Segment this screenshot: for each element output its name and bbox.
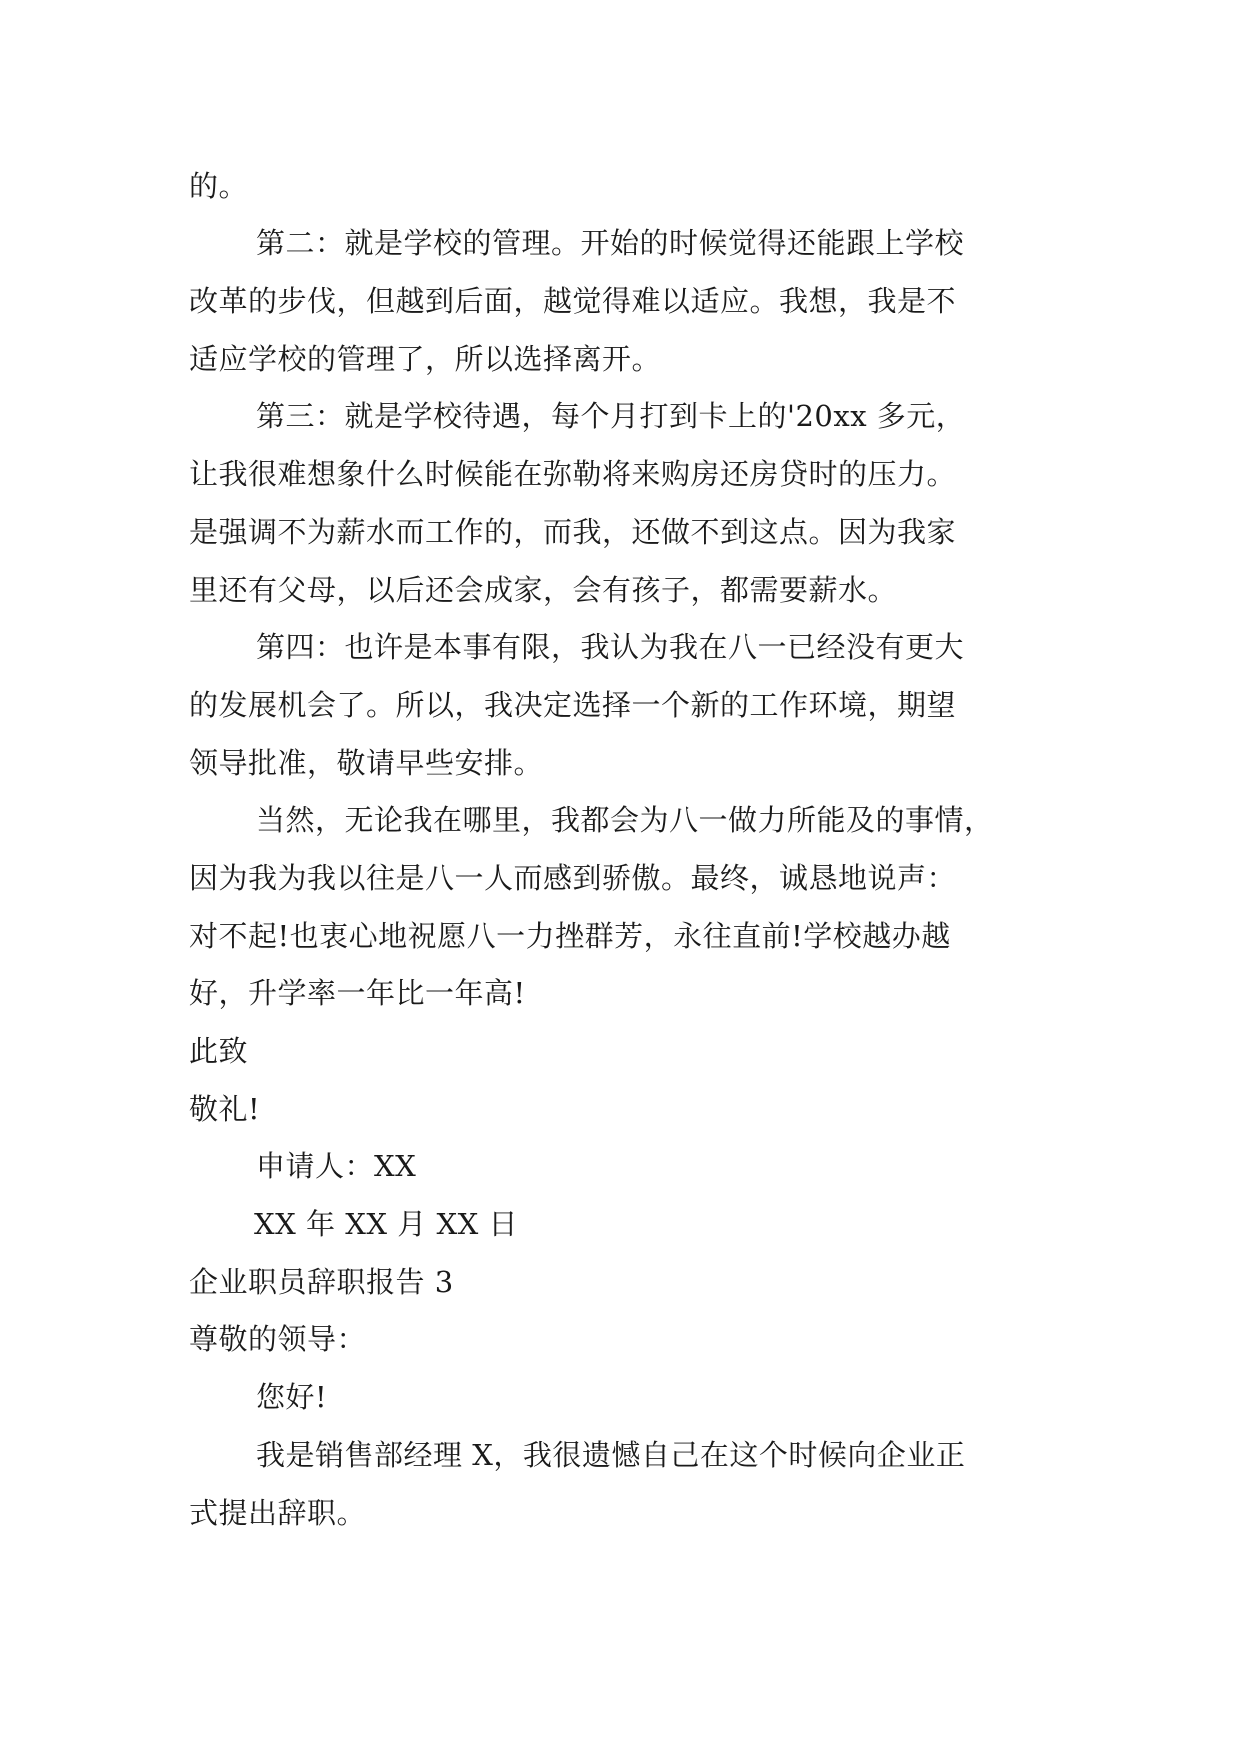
text-line: 适应学校的管理了，所以选择离开。 xyxy=(189,342,662,376)
closing-regards: 敬礼! xyxy=(189,1092,261,1126)
closing-salutation: 此致 xyxy=(189,1034,249,1068)
paragraph-line: 我是销售部经理 X，我很遗憾自己在这个时候向企业正 xyxy=(256,1438,966,1472)
section-title: 企业职员辞职报告 3 xyxy=(189,1265,454,1299)
text-line: 里还有父母，以后还会成家，会有孩子，都需要薪水。 xyxy=(189,573,898,607)
text-line: 对不起!也衷心地祝愿八一力挫群芳，永往直前!学校越办越 xyxy=(189,919,951,953)
paragraph-line: 第二：就是学校的管理。开始的时候觉得还能跟上学校 xyxy=(256,226,965,260)
text-line: 领导批准，敬请早些安排。 xyxy=(189,746,544,780)
text-line: 的发展机会了。所以，我决定选择一个新的工作环境，期望 xyxy=(189,688,957,722)
paragraph-line: 当然，无论我在哪里，我都会为八一做力所能及的事情， xyxy=(256,803,994,837)
greeting-line: 您好! xyxy=(256,1380,328,1414)
text-line: 好，升学率一年比一年高! xyxy=(189,976,526,1010)
text-line: 改革的步伐，但越到后面，越觉得难以适应。我想，我是不 xyxy=(189,284,957,318)
paragraph-line: 第三：就是学校待遇，每个月打到卡上的'20xx 多元， xyxy=(256,399,966,433)
text-line: 因为我为我以往是八一人而感到骄傲。最终，诚恳地说声： xyxy=(189,861,957,895)
applicant-signature: 申请人：XX xyxy=(256,1149,417,1183)
text-line: 是强调不为薪水而工作的，而我，还做不到这点。因为我家 xyxy=(189,515,957,549)
text-line: 让我很难想象什么时候能在弥勒将来购房还房贷时的压力。 xyxy=(189,457,957,491)
greeting: 尊敬的领导： xyxy=(189,1322,367,1356)
text-line: 式提出辞职。 xyxy=(189,1496,367,1530)
text-line: 的。 xyxy=(189,169,249,203)
paragraph-line: 第四：也许是本事有限，我认为我在八一已经没有更大 xyxy=(256,630,965,664)
date-line: XX 年 XX 月 XX 日 xyxy=(254,1207,518,1241)
